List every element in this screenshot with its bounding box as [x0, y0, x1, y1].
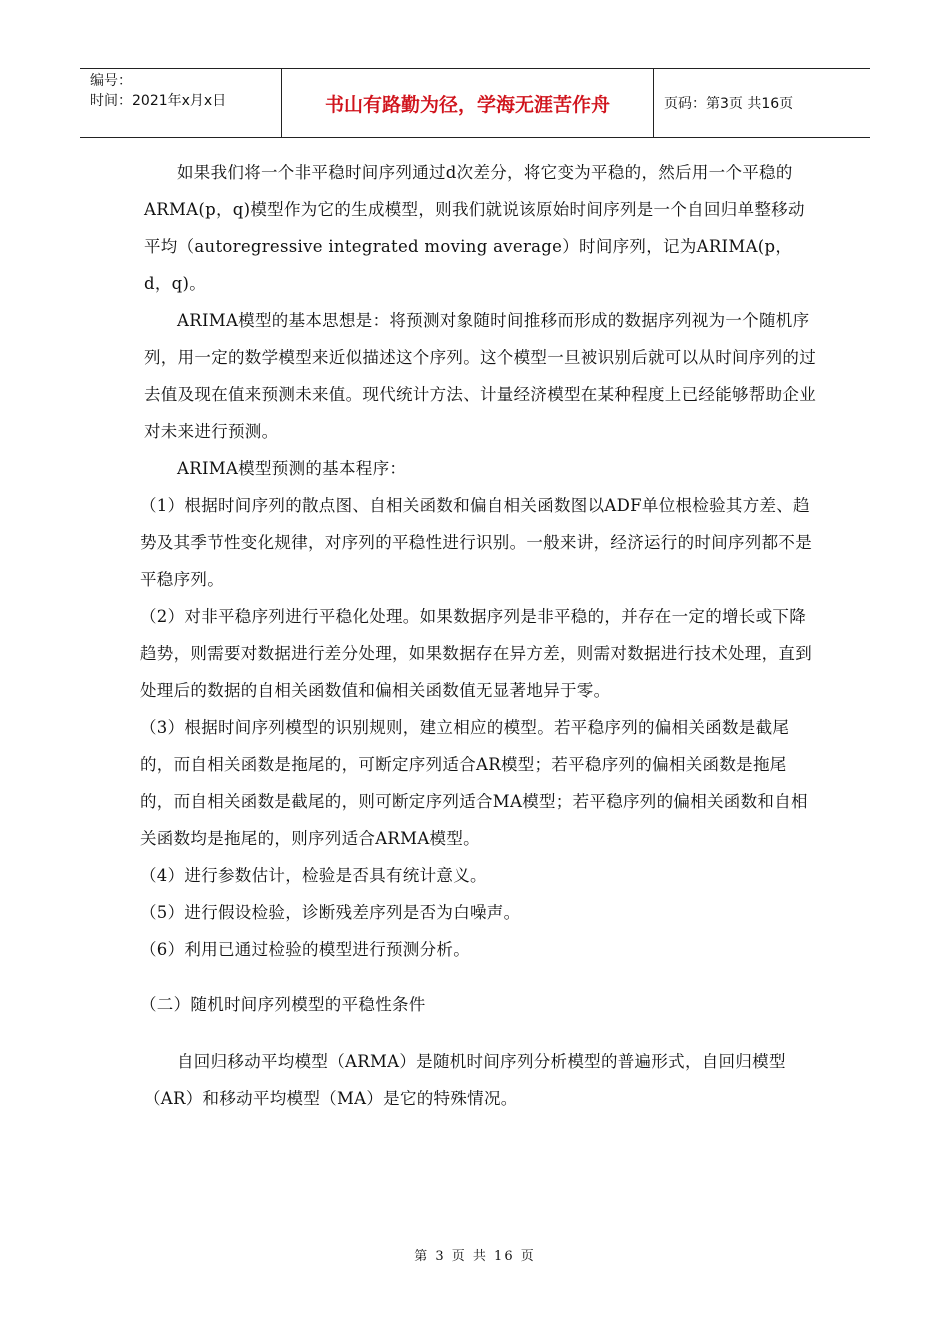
procedure-step-2: （2）对非平稳序列进行平稳化处理。如果数据序列是非平稳的，并存在一定的增长或下降趋势，则需要对数据进行差分处理，如果数据存在异方差，则需对数据进行技术处理，直到处理后的数据的自相关函数值和偏相关函数值无显著地异于零。 [140, 607, 812, 700]
header-page-info: 页码：第3页 共16页 [664, 96, 794, 112]
procedure-step-4: （4）进行参数估计，检验是否具有统计意义。 [140, 866, 487, 885]
document-date: 时间：2021年x月x日 [90, 93, 227, 109]
page-footer: 第 3 页 共 16 页 [414, 1249, 536, 1264]
procedure-step-3: （3）根据时间序列模型的识别规则，建立相应的模型。若平稳序列的偏相关函数是截尾的，而自相关函数是拖尾的，可断定序列适合AR模型；若平稳序列的偏相关函数是拖尾的，而自相关函数是截尾的，则可断定序列适合MA模型；若平稳序列的偏相关函数和自相关函数均是拖尾的，则序列适合ARMA模型。 [140, 718, 808, 848]
paragraph-arma-general: 自回归移动平均模型（ARMA）是随机时间序列分析模型的普遍形式，自回归模型（AR）和移动平均模型（MA）是它的特殊情况。 [144, 1052, 786, 1108]
procedure-step-6: （6）利用已通过检验的模型进行预测分析。 [140, 940, 470, 959]
paragraph-procedure-intro: ARIMA模型预测的基本程序： [177, 459, 407, 478]
document-number: 编号： [90, 73, 132, 89]
page-header [80, 68, 870, 138]
procedure-step-5: （5）进行假设检验，诊断残差序列是否为白噪声。 [140, 903, 521, 922]
section-subheading: （二）随机时间序列模型的平稳性条件 [140, 995, 426, 1014]
document-body [140, 154, 816, 1117]
paragraph-arima-idea: ARIMA模型的基本思想是：将预测对象随时间推移而形成的数据序列视为一个随机序列，用一定的数学模型来近似描述这个序列。这个模型一旦被识别后就可以从时间序列的过去值及现在值来预测未来值。现代统计方法、计量经济模型在某种程度上已经能够帮助企业对未来进行预测。 [144, 311, 816, 441]
procedure-step-1: （1）根据时间序列的散点图、自相关函数和偏自相关函数图以ADF单位根检验其方差、趋势及其季节性变化规律，对序列的平稳性进行识别。一般来讲，经济运行的时间序列都不是平稳序列。 [140, 496, 812, 589]
header-meta [80, 69, 282, 137]
header-slogan: 书山有路勤为径，学海无涯苦作舟 [282, 69, 654, 137]
paragraph-arima-definition: 如果我们将一个非平稳时间序列通过d次差分，将它变为平稳的，然后用一个平稳的ARMA(p，q)模型作为它的生成模型，则我们就说该原始时间序列是一个自回归单整移动平均（autoregressive integrated moving average）时间序列，记为ARIMA(p，d，q)。 [144, 163, 805, 293]
